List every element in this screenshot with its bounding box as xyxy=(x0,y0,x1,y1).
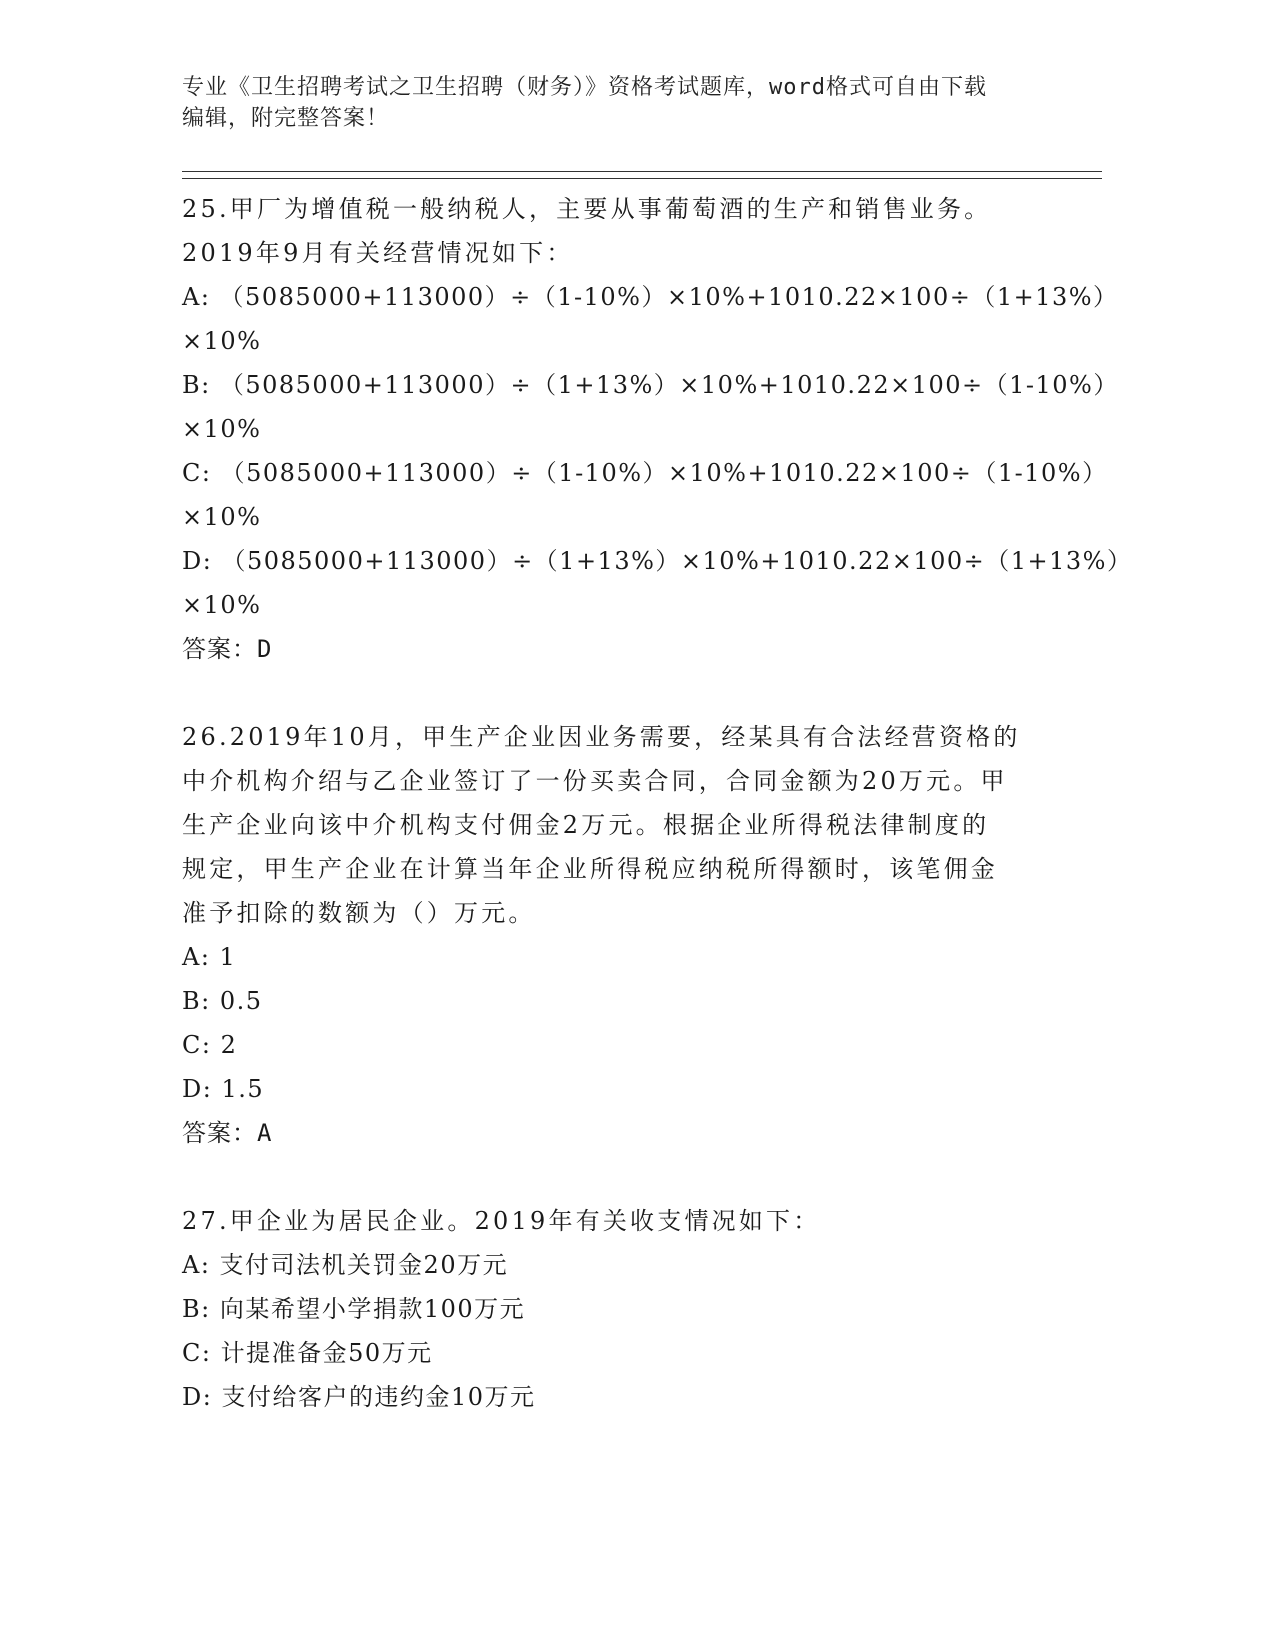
option-b-continued: ×10% xyxy=(182,415,262,443)
question-stem-line: 中介机构介绍与乙企业签订了一份买卖合同，合同金额为20万元。甲 xyxy=(182,767,1008,795)
question-stem-line: 生产企业向该中介机构支付佣金2万元。根据企业所得税法律制度的 xyxy=(182,811,990,839)
option-a: A: （5085000+113000）÷（1-10%）×10%+1010.22×100÷（1+13%） xyxy=(182,283,1119,311)
option-c: C: 2 xyxy=(182,1031,238,1059)
question-stem-line: 规定，甲生产企业在计算当年企业所得税应纳税所得额时，该笔佣金 xyxy=(182,855,998,883)
header-divider-top xyxy=(182,171,1102,172)
option-b: B: 0.5 xyxy=(182,987,263,1015)
option-d: D: 1.5 xyxy=(182,1075,265,1103)
option-b: B: （5085000+113000）÷（1+13%）×10%+1010.22×100÷（1-10%） xyxy=(182,371,1119,399)
option-b: B: 向某希望小学捐款100万元 xyxy=(182,1295,526,1323)
question-spacer xyxy=(182,671,1062,715)
option-c-continued: ×10% xyxy=(182,503,262,531)
option-c: C: （5085000+113000）÷（1-10%）×10%+1010.22×100÷（1-10%） xyxy=(182,459,1108,487)
option-a-continued: ×10% xyxy=(182,327,262,355)
header-divider-bottom xyxy=(182,178,1102,179)
header-line-1: 专业《卫生招聘考试之卫生招聘（财务）》资格考试题库，word格式可自由下载 xyxy=(182,75,987,100)
question-25 xyxy=(182,187,1133,671)
question-stem-line: 26.2019年10月，甲生产企业因业务需要，经某具有合法经营资格的 xyxy=(182,723,1021,751)
question-stem-line: 准予扣除的数额为（）万元。 xyxy=(182,899,536,927)
document-header xyxy=(182,72,1062,134)
question-26 xyxy=(182,715,1062,1155)
option-d: D: 支付给客户的违约金10万元 xyxy=(182,1383,536,1411)
option-d-continued: ×10% xyxy=(182,591,262,619)
question-27 xyxy=(182,1199,1062,1419)
header-line-2: 编辑，附完整答案！ xyxy=(182,106,390,131)
option-a: A: 支付司法机关罚金20万元 xyxy=(182,1251,509,1279)
question-stem-line: 27.甲企业为居民企业。2019年有关收支情况如下： xyxy=(182,1207,821,1235)
option-a: A: 1 xyxy=(182,943,237,971)
answer: 答案：A xyxy=(182,1119,273,1147)
question-spacer xyxy=(182,1155,1062,1199)
question-stem-line: 25.甲厂为增值税一般纳税人，主要从事葡萄酒的生产和销售业务。 xyxy=(182,195,992,223)
option-d: D: （5085000+113000）÷（1+13%）×10%+1010.22×100÷（1+13%） xyxy=(182,547,1133,575)
option-c: C: 计提准备金50万元 xyxy=(182,1339,433,1367)
answer: 答案：D xyxy=(182,635,273,663)
question-list xyxy=(182,187,1133,1419)
question-stem-line: 2019年9月有关经营情况如下： xyxy=(182,239,574,267)
